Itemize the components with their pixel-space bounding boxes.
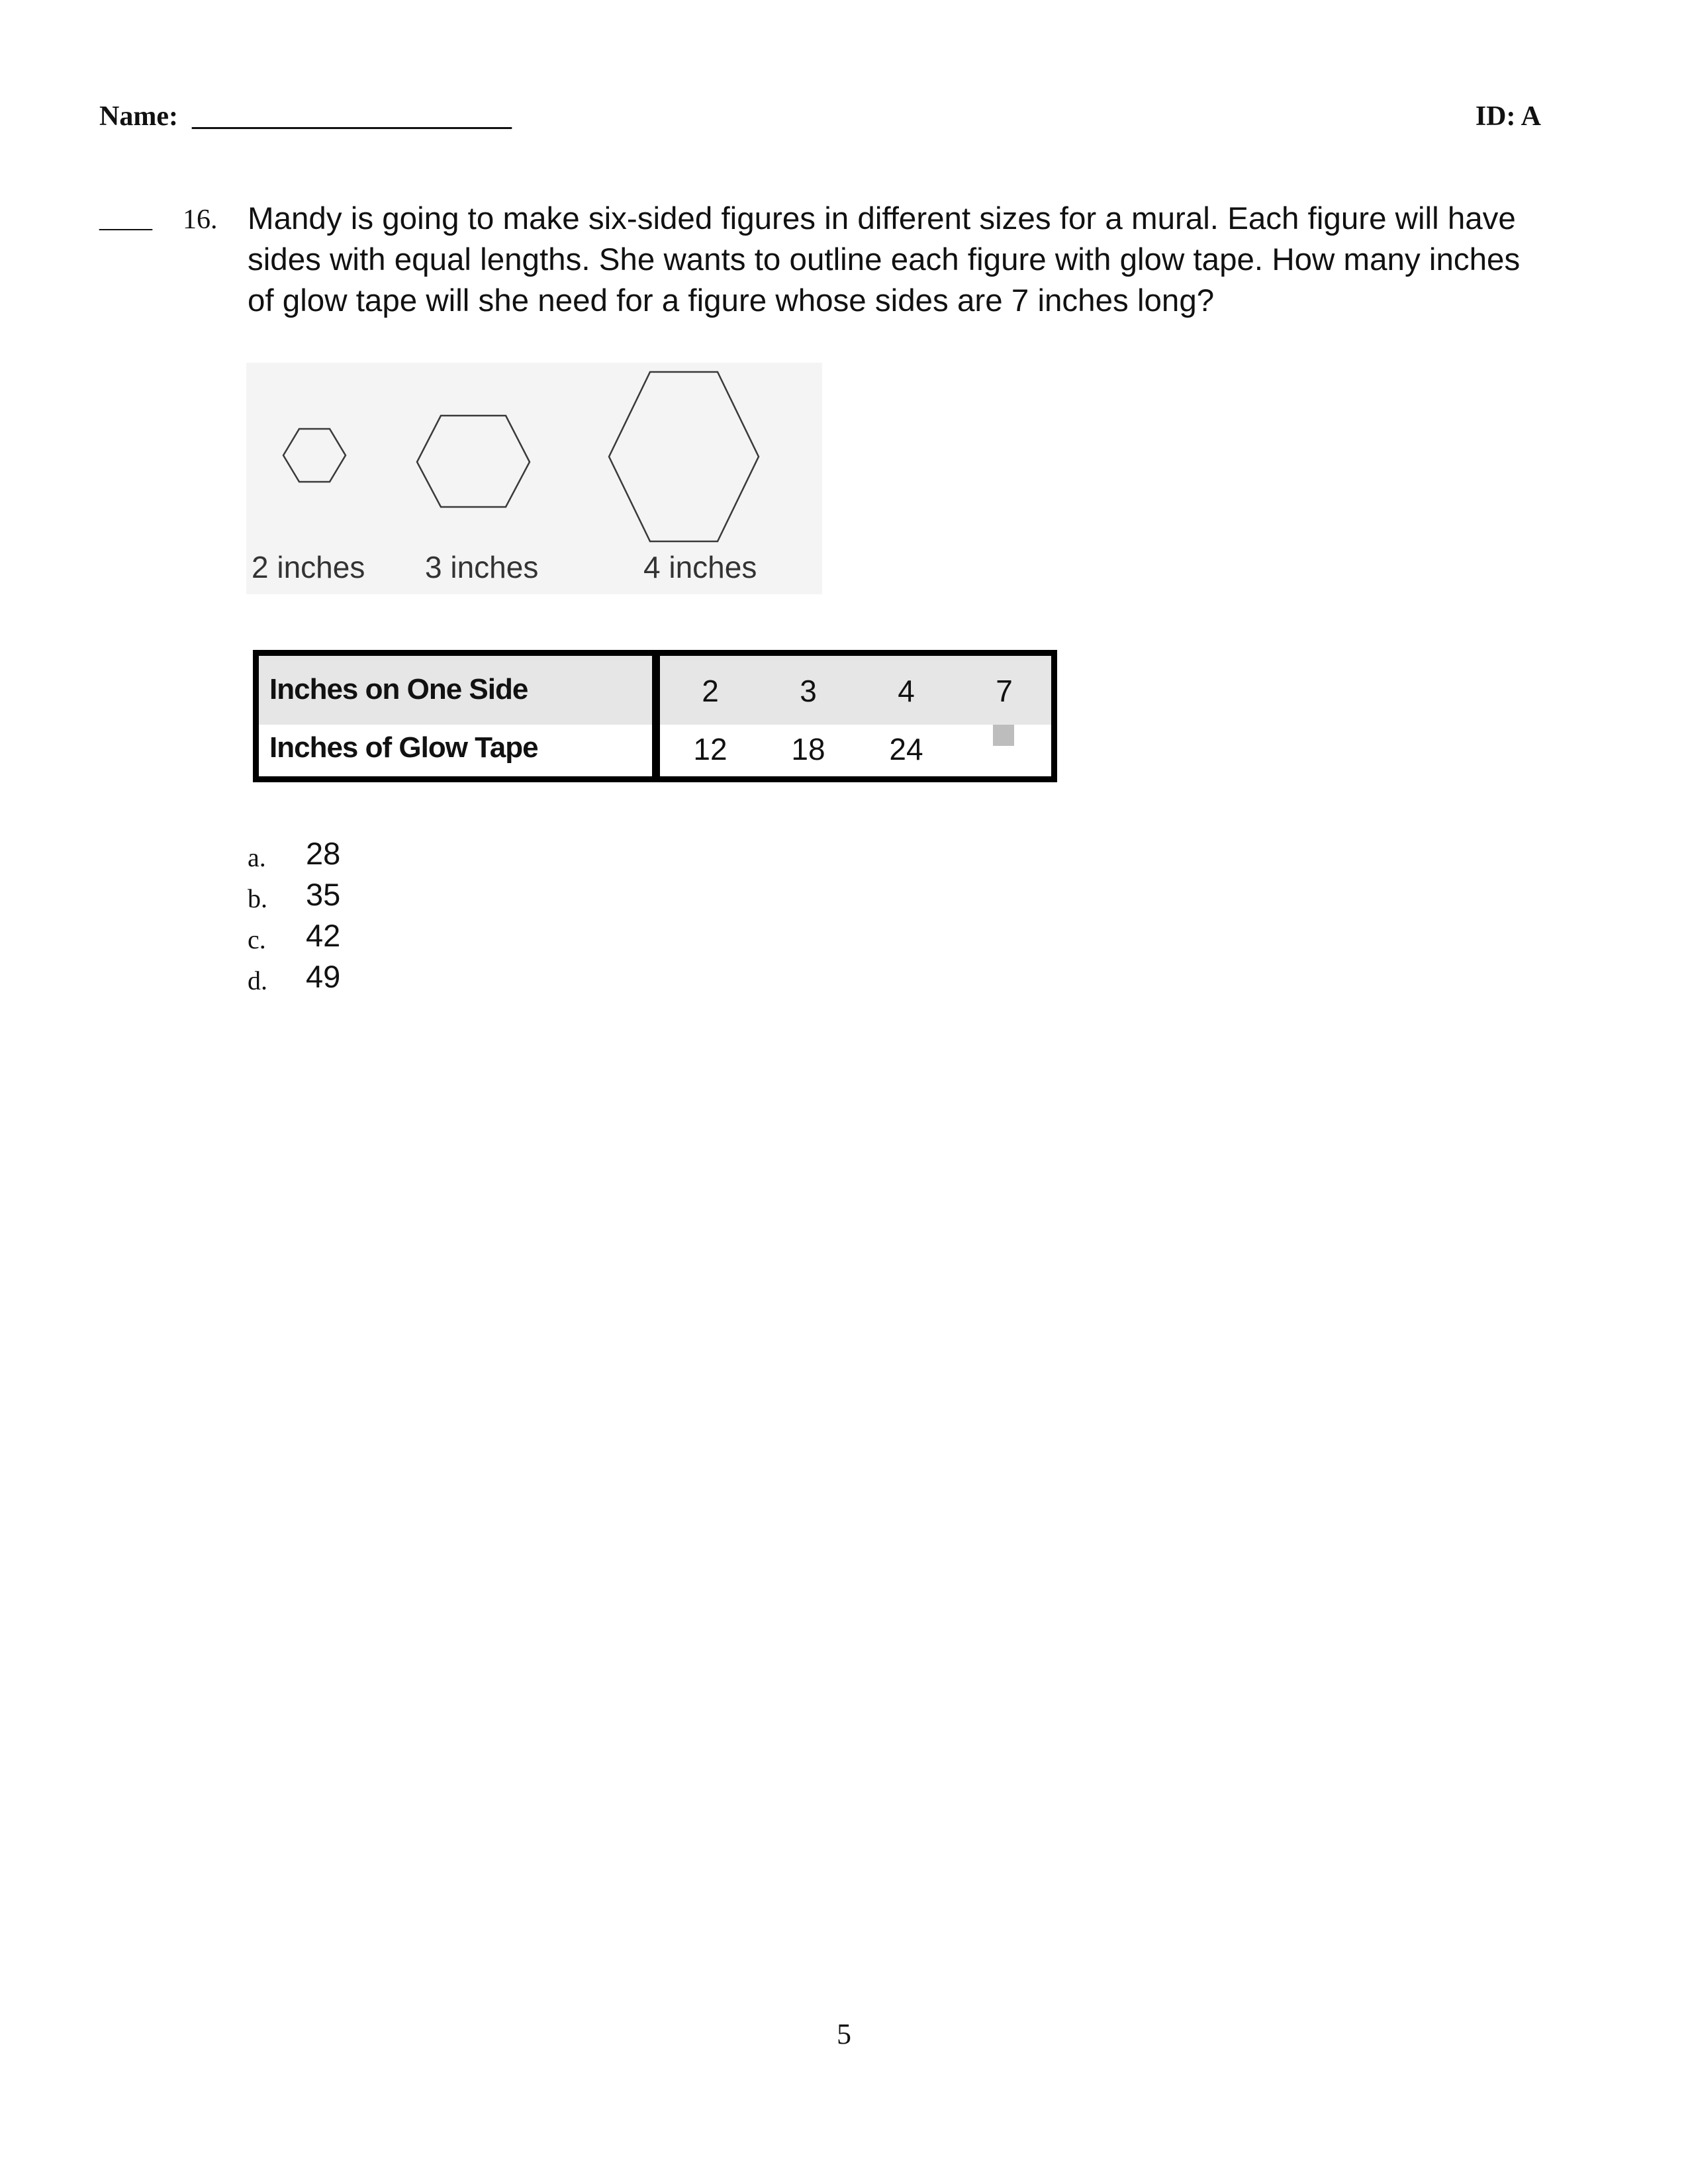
hexagon-4-inches — [609, 372, 759, 541]
choice-value: 28 — [306, 836, 341, 871]
table-cell: 7 — [996, 674, 1013, 708]
choice-letter: b. — [248, 884, 267, 913]
row-label-inches-of-glow-tape: Inches of Glow Tape — [269, 731, 538, 764]
hexagon-label-3-inches: 3 inches — [425, 550, 539, 584]
table-cell: 3 — [800, 674, 817, 708]
id-label: ID: A — [1475, 101, 1541, 132]
hexagon-2-inches — [283, 429, 346, 482]
hexagon-label-4-inches: 4 inches — [643, 550, 757, 584]
table-cell: 4 — [898, 674, 915, 708]
table-cell: 18 — [791, 732, 825, 766]
choice-value: 49 — [306, 959, 341, 994]
answer-blank: ____ — [99, 203, 152, 233]
choice-letter: c. — [248, 925, 266, 954]
row-label-inches-on-one-side: Inches on One Side — [269, 673, 528, 705]
glow-tape-table — [253, 650, 1057, 782]
table-cell: 12 — [693, 732, 727, 766]
hexagon-3-inches — [417, 416, 530, 507]
hexagon-figure — [246, 363, 822, 594]
unknown-value-box — [993, 725, 1014, 746]
question-number: 16. — [183, 205, 218, 235]
page-number: 5 — [837, 2018, 851, 2050]
choice-value: 35 — [306, 877, 341, 912]
choice-letter: a. — [248, 842, 266, 872]
hexagon-label-2-inches: 2 inches — [252, 550, 365, 584]
question-text: Mandy is going to make six-sided figures in different sizes for a mural. Each figure will have sides with equal lengths. She wants to outline each figure with glow tape. How many inches of glow tape will she need for a figure whose sides are 7 inches long? — [248, 201, 1521, 318]
table-cell: 2 — [702, 674, 719, 708]
choice-letter: d. — [248, 966, 267, 995]
name-field-label: Name: _______________________ — [99, 101, 512, 132]
table-divider — [652, 656, 660, 776]
choice-value: 42 — [306, 918, 341, 953]
table-cell: 24 — [889, 732, 923, 766]
